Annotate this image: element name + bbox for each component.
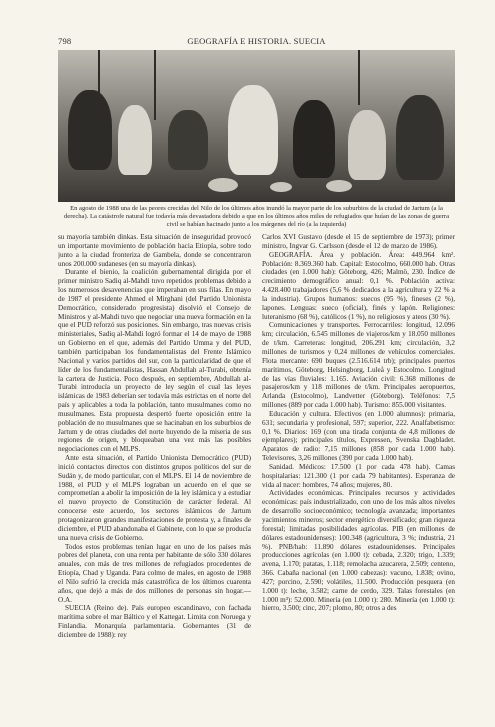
cooking-pot [326,180,352,192]
page-number: 798 [58,36,72,46]
cooking-pot [208,178,238,192]
running-title: GEOGRAFÍA E HISTORIA. SUECIA [187,36,326,46]
left-column [58,233,251,703]
photo-caption: En agosto de 1988 una de las peores crecidas del Nilo de los últimos años inundó la mayor parte de los suburbios de la ciudad de Jartum (a la derecha). La catástrofe natural fue todavía más devastadora debido a que en los últimos años miles de refugiados que huían de las zonas de guerra civil se habían hacinado junto a los márgenes del río (a la izquierda) [63,205,450,229]
paragraph: SUECIA (Reino de). País europeo escandinavo, con fachada marítima sobre el mar Báltico y el Kattegat. Limita con Noruega y Finlandia. Monarquía parlamentaria. Gobernantes (31 de diciembre de 1988): rey [58,604,251,639]
person-figure [228,85,278,175]
paragraph: Educación y cultura. Efectivos (en 1.000 alumnos): primaria, 631; secundaria y profesional, 597; superior, 222. Analfabetismo: 0,1 %. Diarios: 169 (con una tirada conjunta de 4,8 millones de ejemplares); principales títulos, Expressen, Svenska Dagbladet. Aparatos de radio: 7,15 millones (858 por cada 1.000 hab). Televisores, 3,26 millones (390 por cada 1.000 hab). [262,409,455,463]
paragraph: Durante el bienio, la coalición gubernamental dirigida por el primer ministro Sadiq al-Mahdi tuvo repetidos problemas debido a los numerosos desavenencias que imperaban en sus filas. En mayo de 1987 el presidente Ahmed el Mirghani (del Partido Unionista Democrático, considerado progresista) disolvió el Consejo de Ministros y al-Mahdi tuvo que negociar una nueva formación en la que el PUD reforzó sus posiciones. Sin embargo, tras nuevas crisis ministeriales, Sadiq al-Mahdi logró formar el 14 de mayo de 1988 un Gobierno en el que, además del Partido Umma y del PUD, también participaban los fundamentalistas del Frente Islámico Nacional y varios partidos del sur, con la particularidad de que el líder de los fundamentalistas, Hassan Abdullah al-Turabi, obtenía la cartera de Justicia. Poco después, en septiembre, Abdullah al-Turabi introducía un proyecto de ley según el cual las leyes islámicas de 1983 deberían ser todavía más estrictas en el norte del país y aplicables a toda la población, tanto musulmanes como no musulmanes. Esta propuesta despertó fuerte oposición entre la población de no musulmanes que se hacinaban en los suburbios de Jartum y de otras ciudades del norte huyendo de la miseria de sus regiones de origen, y bloqueaban una vez más las posibles negociaciones con el MLPS. [58,268,251,454]
paragraph: Sanidad. Médicos: 17.500 (1 por cada 478 hab). Camas hospitalarias: 121.300 (1 por cada 79 habitantes). Esperanza de vida al nacer: hombres, 74 años; mujeres, 80. [262,462,455,489]
person-figure [68,90,112,170]
cooking-pot [270,182,292,192]
paragraph: Comunicaciones y transportes. Ferrocarriles: longitud, 12.096 km; circulación, 6.545 millones de viajeros/km y 18.050 millones de t/km. Carreteras: longitud, 206.291 km; circulación, 3,2 millones de turismos y 0,24 millones de vehículos comerciales. Flota mercante: 690 buques (2.516.614 trb); principales puertos marítimos, Göteborg, Helsingborg, Luleå y Estocolmo. Longitud de las vías fluviales: 1.165. Aviación civil: 6.368 millones de pasajeros/km y 118 millones de t/km. Principales aeropuertos, Arlanda (Estocolmo), Landvetter (Göteborg). Teléfonos: 7,5 millones (889 por cada 1.000 hab). Turismo: 855.000 visitantes. [262,321,455,410]
paragraph: GEOGRAFÍA. Área y población. Área: 449.964 km². Población: 8.369.360 hab. Capital: Estocolmo, 660.000 hab. Otras ciudades (en 1.000 hab): Göteborg, 426; Malmö, 230. Índice de crecimiento demográfico anual: 0,1 %. Población activa: 4.428.400 trabajadores (5,6 % dedicados a la agricultura y 22 % a la industria). Grupos humanos: suecos (95 %), fineses (2 %), lapones. Lenguas: sueco (oficial), finés y lapón. Religiones: luteranismo (68 %), católicos (1 %), no religiosos y ateos (30 %). [262,250,455,321]
right-column [262,233,455,703]
paragraph: Actividades económicas. Principales recursos y actividades económicas: país industrializado, con uno de los más altos niveles de desarrollo socioeconómico; tecnología avanzada; importantes yacimientos mineros; sector energético diversificado; gran riqueza forestal; limitadas posibilidades agrícolas. PIB (en millones de dólares estadounidenses): 100.348 (agricultura, 3 %; industria, 21 %). PNB/hab: 11.890 dólares estadounidenses. Principales producciones agrícolas (en 1.000 t): cebada, 2.320; trigo, 1.339; avena, 1.170; patatas, 1.118; remolacha azucarera, 2.509; centeno, 366. Cabaña nacional (en 1.000 cabezas): vacuno, 1.838; ovino, 427; porcino, 2.590; volátiles, 11.500. Producción pesquera (en 1.000 t): leche, 3.582; carne de cerdo, 329. Talas forestales (en 1.000 m³): 52.000. Minería (en 1.000 t): 280. Minería (en 1.000 t): hierro, 3.500; cinc, 207; plomo, 80; otros a des [262,489,455,613]
paragraph: Carlos XVI Gustavo (desde el 15 de septiembre de 1973); primer ministro, Ingvar G. Carlsson (desde el 12 de marzo de 1986). [262,233,455,250]
tent-pole [154,50,156,120]
person-figure [168,110,208,170]
paragraph: Ante esta situación, el Partido Unionista Democrático (PUD) inició contactos directos con distintos grupos políticos del sur de Sudán y, de modo particular, con el MLPS. El 14 de noviembre de 1988, el PUD y el MLPS lograban un acuerdo en el que se comprometían a abolir la imposición de la ley islámica y a estudiar el nuevo proyecto de Constitución de carácter federal. Al conocerse este acuerdo, los sectores islámicos de Jartum protagonizaron grandes manifestaciones de protesta y, a finales de diciembre, el PUD abandonaba el Gabinete, con lo que se producía una nueva crisis de Gobierno. [58,454,251,542]
page-header [58,36,455,48]
person-figure [293,100,335,178]
tent-pole [358,50,360,105]
person-figure [396,95,444,180]
person-figure [118,105,152,175]
paragraph: su mayoría también dinkas. Esta situación de inseguridad provocó un importante movimiento de población hacia Etiopía, sobre todo junto a la ciudad fronteriza de Gambela, donde se concentraron unos 200.000 sudaneses (en su mayoría dinkas). [58,233,251,268]
person-figure [348,110,386,180]
paragraph: Todos estos problemas tenían lugar en uno de los países más pobres del planeta, con una renta per habitante de sólo 330 dólares anuales, con más de tres millones de refugiados procedentes de Etiopía, Chad y Uganda. Para colmo de males, en agosto de 1988 el Nilo sufrió la crecida más catastrófica de los últimos cuarenta años, que dejó a más de dos millones de personas sin hogar.—O.A. [58,542,251,604]
flood-photo [58,50,455,202]
